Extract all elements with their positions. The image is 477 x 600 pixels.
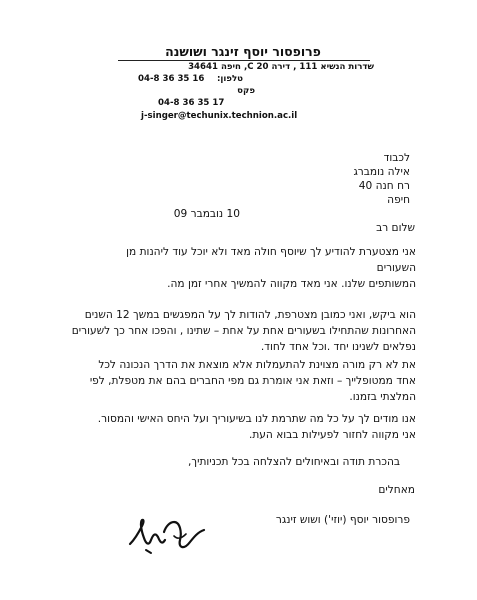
paragraph-line: אני מקווה לחזור לפעילות בבוא העת. [248,429,416,441]
letterhead-phone-label: טלפון: [216,74,243,84]
letterhead-fax-label: פקס [237,86,255,96]
paragraph-line: אנו מודים לך על כל מה שתרמת לנו בשיעוריך ועל היחס האישי והמסור. [97,413,416,425]
paragraph-line: המשותפים שלנו. אני מאד מקווה להמשיך אחרי זמן מה. [167,278,416,290]
paragraph-line: אחד ממטופלייך – וזאת אני אומרת גם מפי החברים בהם את מטפלת, לפי [89,375,416,387]
paragraph-2 [68,307,416,355]
sign-off: מאחלים [378,484,415,496]
recipient-city: חיפה [387,194,410,206]
recipient-street: רח חנה 40 [358,180,410,192]
letterhead-fax: 04-8 36 35 17 [158,98,225,108]
closing-wish: בהכרת תודה ובאיחולים להצלחה בכל תכניותיך, [188,456,400,468]
letterhead-title: פרופסור יוסף זינגר ושושנה [165,44,321,59]
paragraph-line: השעורים [376,262,416,274]
letter-date: 10 נובמבר 09 [173,208,240,220]
greeting: שלום רב [376,222,415,234]
paragraph-line: הוא ביקש, ואני כמובן מצטרפת, להודות לך על המפגשים במשך 12 השנים [84,309,416,321]
letterhead-address: שדרות הנשיא 111 , דירה C 20, חיפה 34641 [188,62,374,72]
paragraph-line: את לא רק מורה מצוינת להתעמלות אלא מוצאת את הדרך הנכונה לכל [98,359,416,371]
paragraph-line: האחרונות שהתחילו בשעורים אחת על אחת – שתינו , והפכו אחר כך לשעורים [71,325,416,337]
paragraph-3 [68,357,416,405]
recipient-name: אילה נומברג [353,166,410,178]
paragraph-line: אני מצטערת להודיע לך שיוסף חולה מאד ולא יוכל עוד ליהנות מן [126,246,416,258]
handwritten-signature [128,510,212,560]
letterhead-email: j-singer@techunix.technion.ac.il [141,111,298,121]
paragraph-line: נפלאים לשנינו יחד .וכל אחד לחוד. [260,341,416,353]
paragraph-4 [68,411,416,443]
paragraph-line: המלצתי בזמנו. [349,391,416,403]
signature-name: פרופסור יוסף (יוזי') ושוש זינגר [275,514,410,526]
letterhead-phone: 04-8 36 35 16 [138,74,205,84]
recipient-to: לכבוד [383,152,410,164]
letterhead-underline [118,60,370,61]
paragraph-1 [68,244,416,292]
